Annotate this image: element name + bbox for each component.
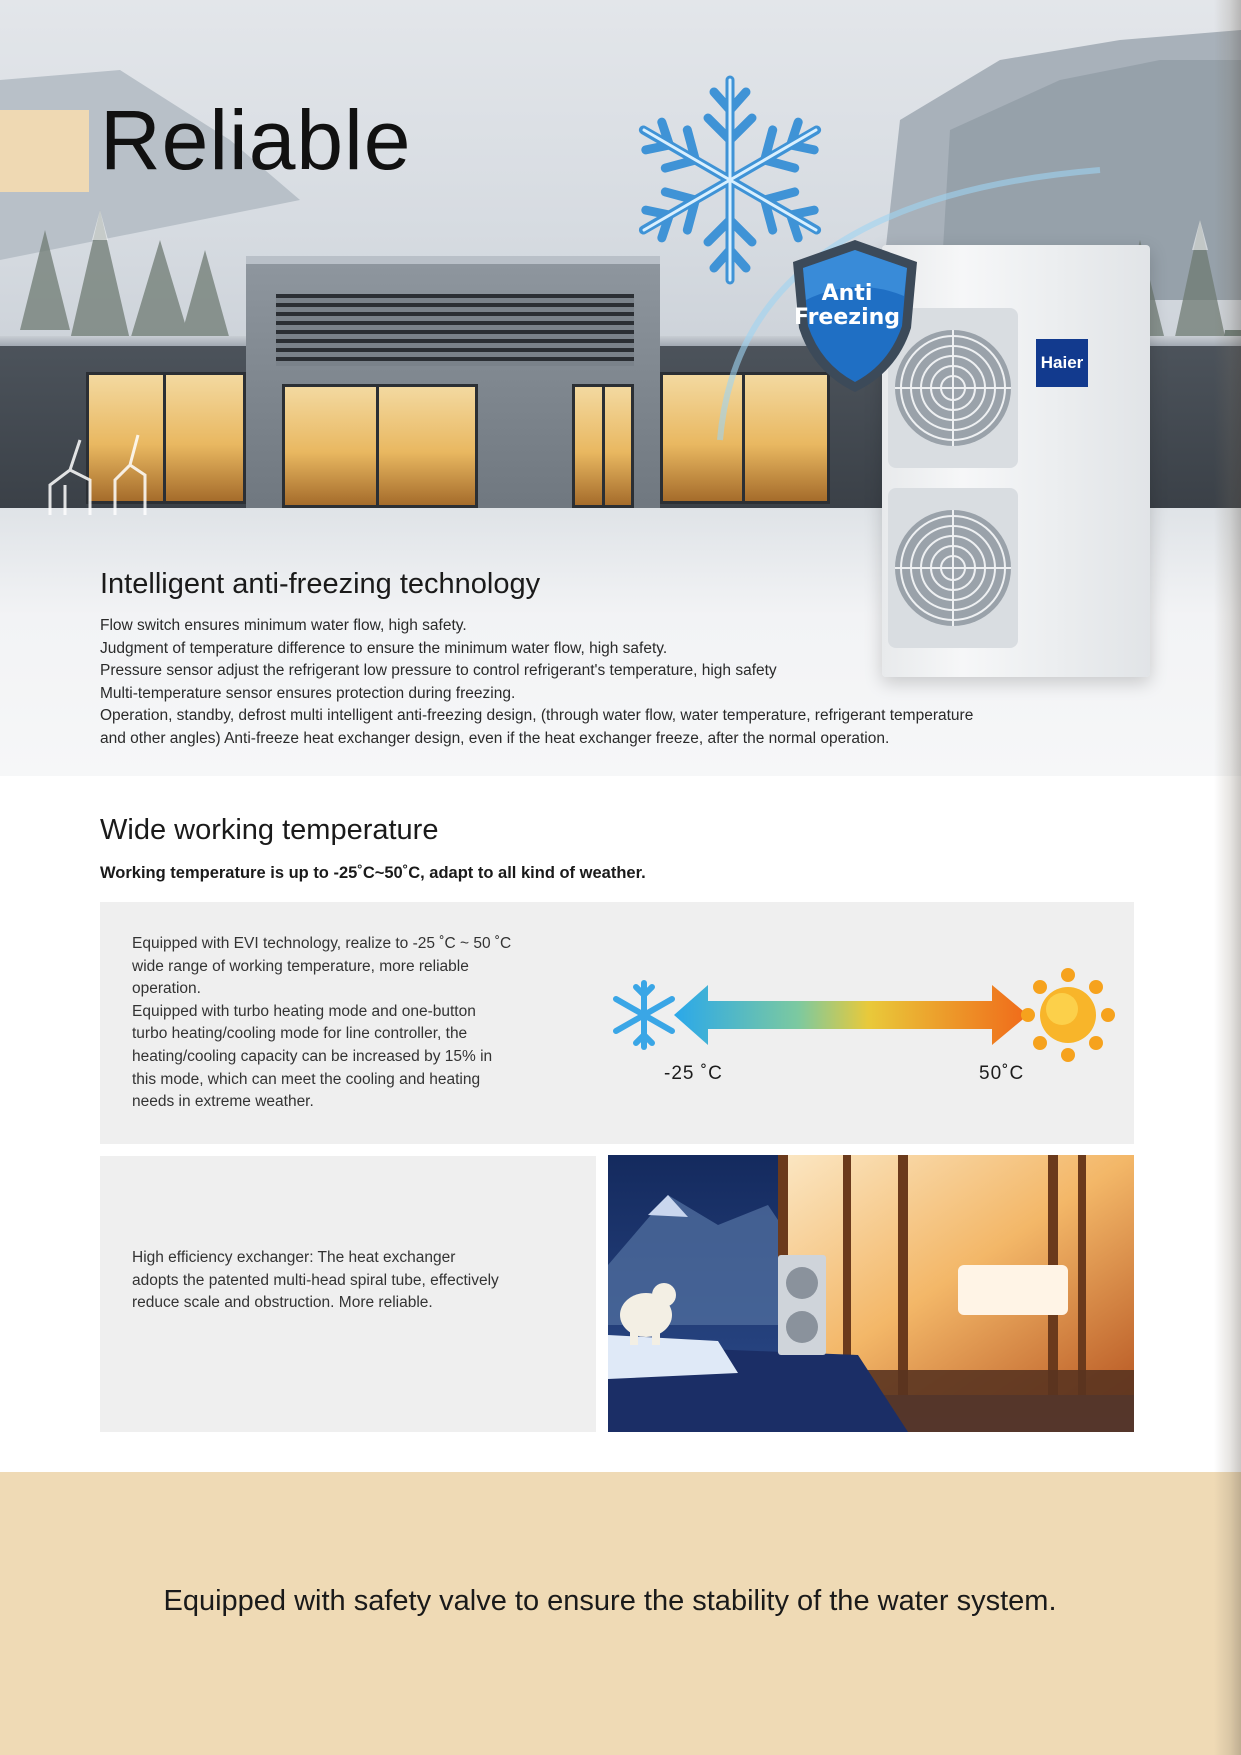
snowflake-icon xyxy=(616,983,672,1047)
panel-line: operation. xyxy=(132,980,201,998)
working-temperature-heading: Wide working temperature xyxy=(100,814,439,846)
panel-line: turbo heating/cooling mode for line controller, the xyxy=(132,1025,468,1043)
hero-banner xyxy=(0,0,1241,776)
deer-decoration-image xyxy=(20,430,150,520)
min-temperature-label: -25 ˚C xyxy=(664,1063,723,1084)
panel-line: adopts the patented multi-head spiral tube, effectively xyxy=(132,1271,499,1289)
description-line: and other angles) Anti-freeze heat exchanger design, even if the heat exchanger freeze, after the normal operation. xyxy=(100,729,890,747)
panel-line: heating/cooling capacity can be increased by 15% in xyxy=(132,1047,493,1065)
description-line: Pressure sensor adjust the refrigerant low pressure to control refrigerant's temperature, high safety xyxy=(100,662,777,680)
description-line: Operation, standby, defrost multi intelligent anti-freezing design, (through water flow, water temperature, refrigerant temperature xyxy=(100,707,974,725)
panel-line: this mode, which can meet the cooling and heating xyxy=(132,1070,481,1088)
description-line: Multi-temperature sensor ensures protection during freezing. xyxy=(100,684,516,702)
anti-freezing-badge-label: Anti Freezing xyxy=(793,281,901,330)
anti-freezing-heading: Intelligent anti-freezing technology xyxy=(100,568,541,600)
page-edge-shadow xyxy=(1214,0,1241,1755)
sun-icon xyxy=(1021,968,1115,1062)
description-line: Judgment of temperature difference to ensure the minimum water flow, high safety. xyxy=(100,639,668,657)
panel-line: wide range of working temperature, more reliable xyxy=(132,957,469,975)
anti-freezing-description xyxy=(100,615,1140,751)
panel-line: Equipped with EVI technology, realize to -25 ˚C ~ 50 ˚C xyxy=(132,935,512,952)
house-louver xyxy=(276,294,634,366)
description-line: Flow switch ensures minimum water flow, high safety. xyxy=(100,617,467,634)
brand-logo: Haier xyxy=(1036,339,1088,387)
temperature-range-graphic xyxy=(604,965,1116,1065)
house-window xyxy=(572,384,634,508)
heat-exchanger-text xyxy=(132,1247,582,1315)
house-window xyxy=(282,384,478,508)
evi-technology-text xyxy=(132,933,572,1114)
page-title: Reliable xyxy=(100,93,412,187)
panel-line: reduce scale and obstruction. More reliable. xyxy=(132,1294,433,1312)
max-temperature-label: 50˚C xyxy=(979,1063,1025,1084)
safety-valve-statement: Equipped with safety valve to ensure the stability of the water system. xyxy=(163,1585,1057,1617)
panel-line: needs in extreme weather. xyxy=(132,1093,314,1111)
panel-line: High efficiency exchanger: The heat exchanger xyxy=(132,1249,456,1266)
working-temperature-subheading: Working temperature is up to -25˚C~50˚C, adapt to all kind of weather. xyxy=(100,864,646,882)
title-accent-bar xyxy=(0,110,89,192)
panel-line: Equipped with turbo heating mode and one-button xyxy=(132,1002,476,1020)
polar-bear-night-photo xyxy=(608,1155,1134,1432)
